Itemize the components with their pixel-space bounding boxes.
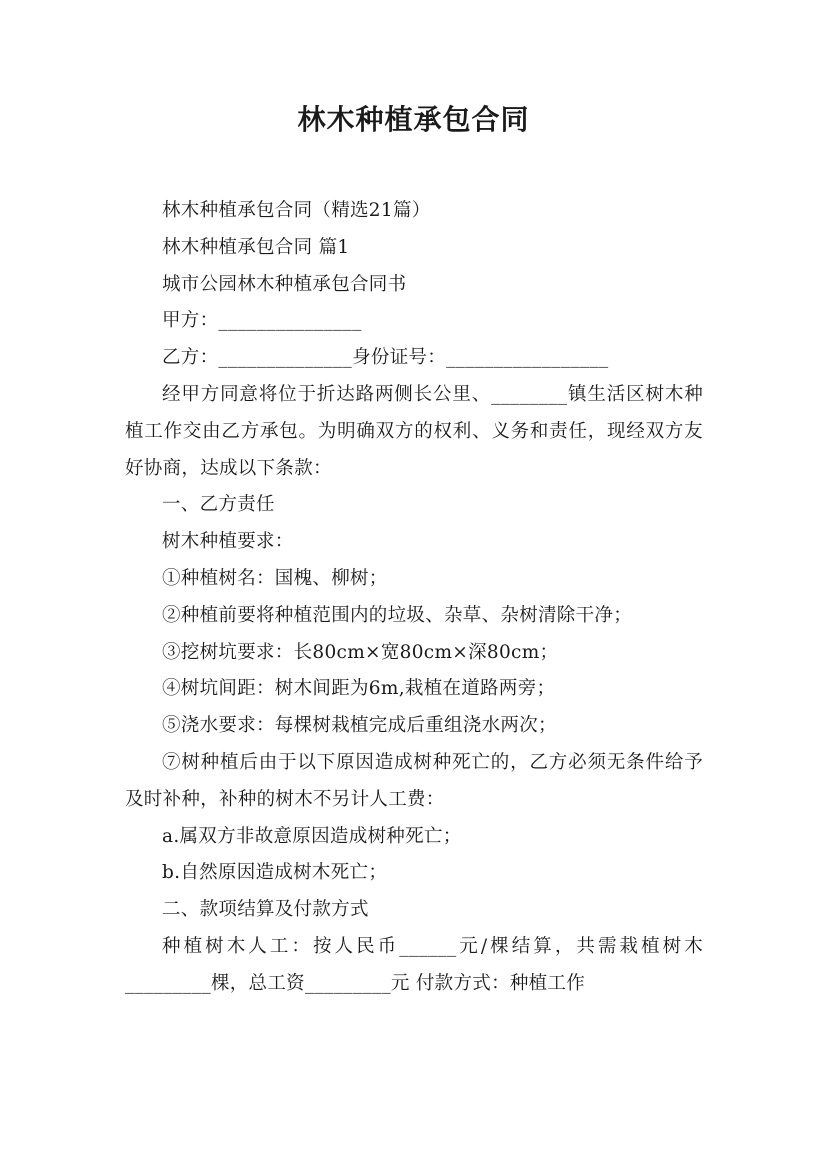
paragraph-party-b: 乙方：______________身份证号：_________________ [162,347,609,369]
paragraph-item-b: b.自然原因造成树木死亡； [162,862,388,884]
paragraph-planting-requirements: 树木种植要求： [162,531,294,553]
paragraph-clause-one-heading: 一、乙方责任 [162,494,275,516]
paragraph-item-2: ②种植前要将种植范围内的垃圾、杂草、杂树清除干净； [162,604,633,626]
paragraph-subtitle: 林木种植承包合同（精选21篇） [162,200,431,221]
document-body [125,193,703,1003]
paragraph-clause-two-heading: 二、款项结算及付款方式 [162,899,369,921]
paragraph-item-3: ③挖树坑要求：长80cm×宽80cm×深80cm； [162,641,559,663]
paragraph-item-7: ⑦树种植后由于以下原因造成树种死亡的，乙方必须无条件给予及时补种，补种的树木不另计人工费： [125,751,703,810]
paragraph-item-1: ①种植树名：国槐、柳树； [162,567,388,589]
paragraph-item-a: a.属双方非故意原因造成树种死亡； [162,825,462,847]
paragraph-contract-name: 城市公园林木种植承包合同书 [162,273,407,295]
paragraph-item-5: ⑤浇水要求：每棵树栽植完成后重组浇水两次； [162,715,557,737]
paragraph-item-4: ④树坑间距：树木间距为6m,栽植在道路两旁； [162,678,556,700]
paragraph-party-a: 甲方：_______________ [162,310,362,332]
paragraph-section-heading: 林木种植承包合同 篇1 [162,236,350,258]
document-title: 林木种植承包合同 [297,103,530,136]
paragraph-preamble: 经甲方同意将位于折达路两侧长公里、________镇生活区树木种植工作交由乙方承包。为明确双方的权利、义务和责任，现经双方友好协商，达成以下条款： [125,383,703,479]
paragraph-payment: 种植树木人工：按人民币______元/棵结算，共需栽植树木_________棵，总工资_________元 付款方式：种植工作 [125,935,703,994]
